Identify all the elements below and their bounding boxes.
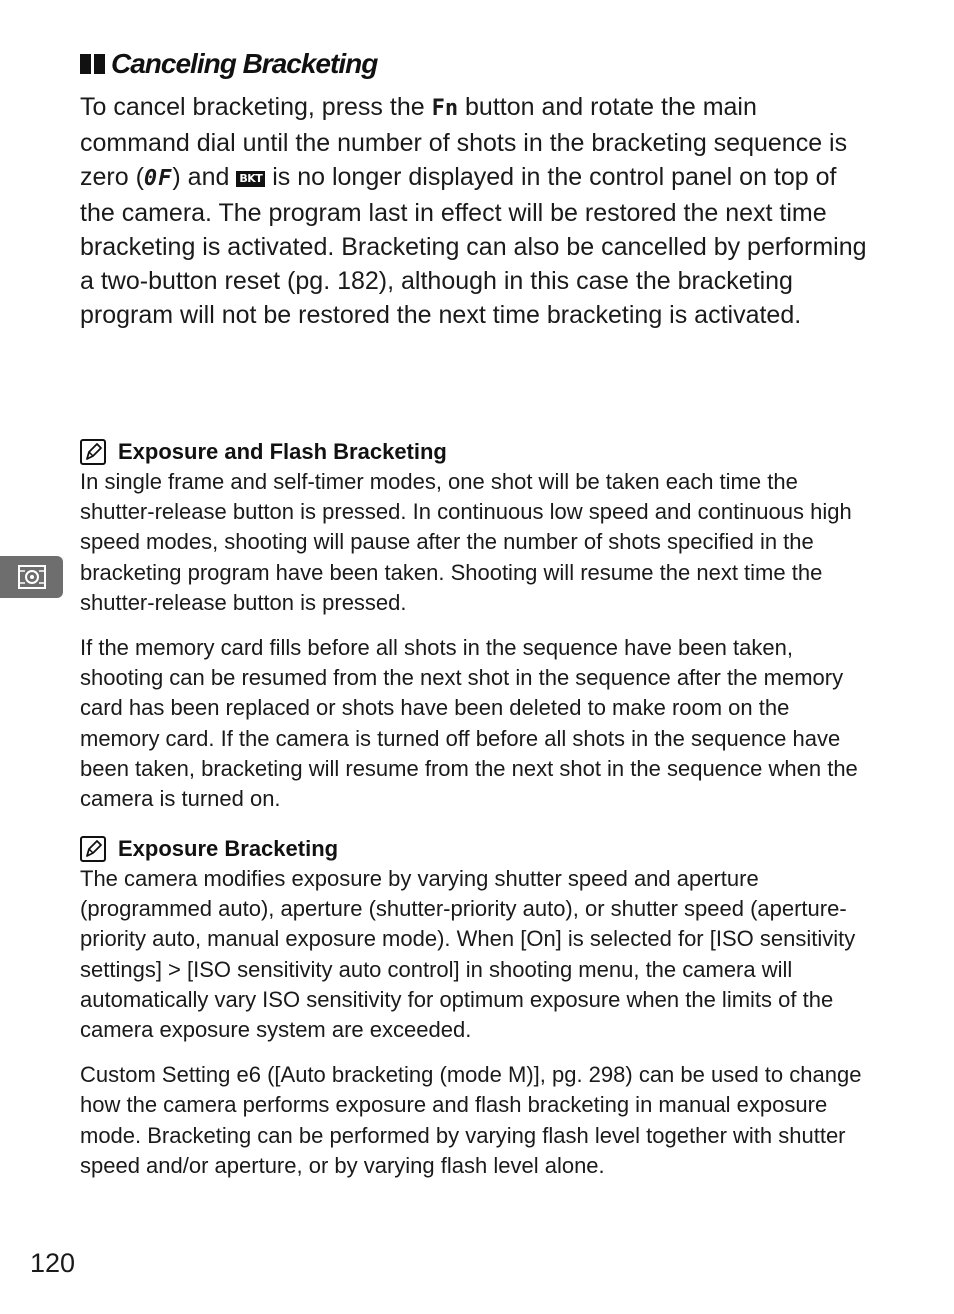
bkt-icon: BKT (236, 171, 265, 187)
fn-button-label: Fn (431, 96, 459, 121)
note-header (80, 834, 870, 864)
intro-text-1: To cancel bracketing, press the (80, 93, 432, 121)
zero-display-icon: 0F (143, 166, 173, 191)
note-paragraph: If the memory card fills before all shots in the sequence have been taken, shooting can be resumed from the next shot in the sequence after the memory card has been replaced or shots have been deleted to make room on the memory card. If the camera is turned off before all shots in the sequence have been taken, bracketing will resume from the next shot in the sequence when the camera is turned on. (80, 635, 858, 812)
note-title: Exposure Bracketing (118, 836, 339, 861)
section-heading (80, 48, 377, 80)
page-number: 120 (30, 1248, 76, 1278)
note-exposure-bracketing (80, 834, 870, 1181)
double-square-icon (80, 54, 105, 74)
pencil-icon (80, 439, 106, 465)
camera-metering-icon (17, 564, 47, 590)
note-header (80, 437, 870, 467)
note-paragraph: The camera modifies exposure by varying shutter speed and aperture (programmed auto), aperture (shutter-priority auto), or shutter speed (aperture-priority auto, manual exposure mode). When [On] is selected for [ISO sensitivity settings] > [ISO sensitivity auto control] in shooting menu, the camera will automatically vary ISO sensitivity for optimum exposure when the limits of the camera exposure system are exceeded. (80, 866, 856, 1043)
intro-paragraph (80, 90, 870, 332)
intro-text-2: button and rotate the main command dial until the number of shots in the bracketing sequence is zero ( (80, 93, 848, 191)
chapter-tab (0, 556, 63, 598)
note-paragraph: In single frame and self-timer modes, one shot will be taken each time the shutter-release button is pressed. In continuous low speed and continuous high speed modes, shooting will pause after the number of shots specified in the bracketing program have been taken. Shooting will resume the next time the shutter-release button is pressed. (80, 469, 852, 615)
note-paragraph: Custom Setting e6 ([Auto bracketing (mode M)], pg. 298) can be used to change how the camera performs exposure and flash bracketing in manual exposure mode. Bracketing can be performed by varying flash level together with shutter speed and/or aperture, or by varying flash level alone. (80, 1062, 862, 1178)
note-exposure-flash-bracketing (80, 437, 870, 814)
section-title: Canceling Bracketing (111, 48, 378, 79)
note-title: Exposure and Flash Bracketing (118, 439, 447, 464)
intro-text-3: ) and (172, 163, 237, 191)
pencil-icon (80, 836, 106, 862)
intro-text-4: is no longer displayed in the control panel on top of the camera. The program last in effect will be restored the next time bracketing is activated. Bracketing can also be cancelled by performing a two-button reset (pg. 182), although in this case the bracketing program will not be restored the next time bracketing is activated. (80, 163, 867, 329)
